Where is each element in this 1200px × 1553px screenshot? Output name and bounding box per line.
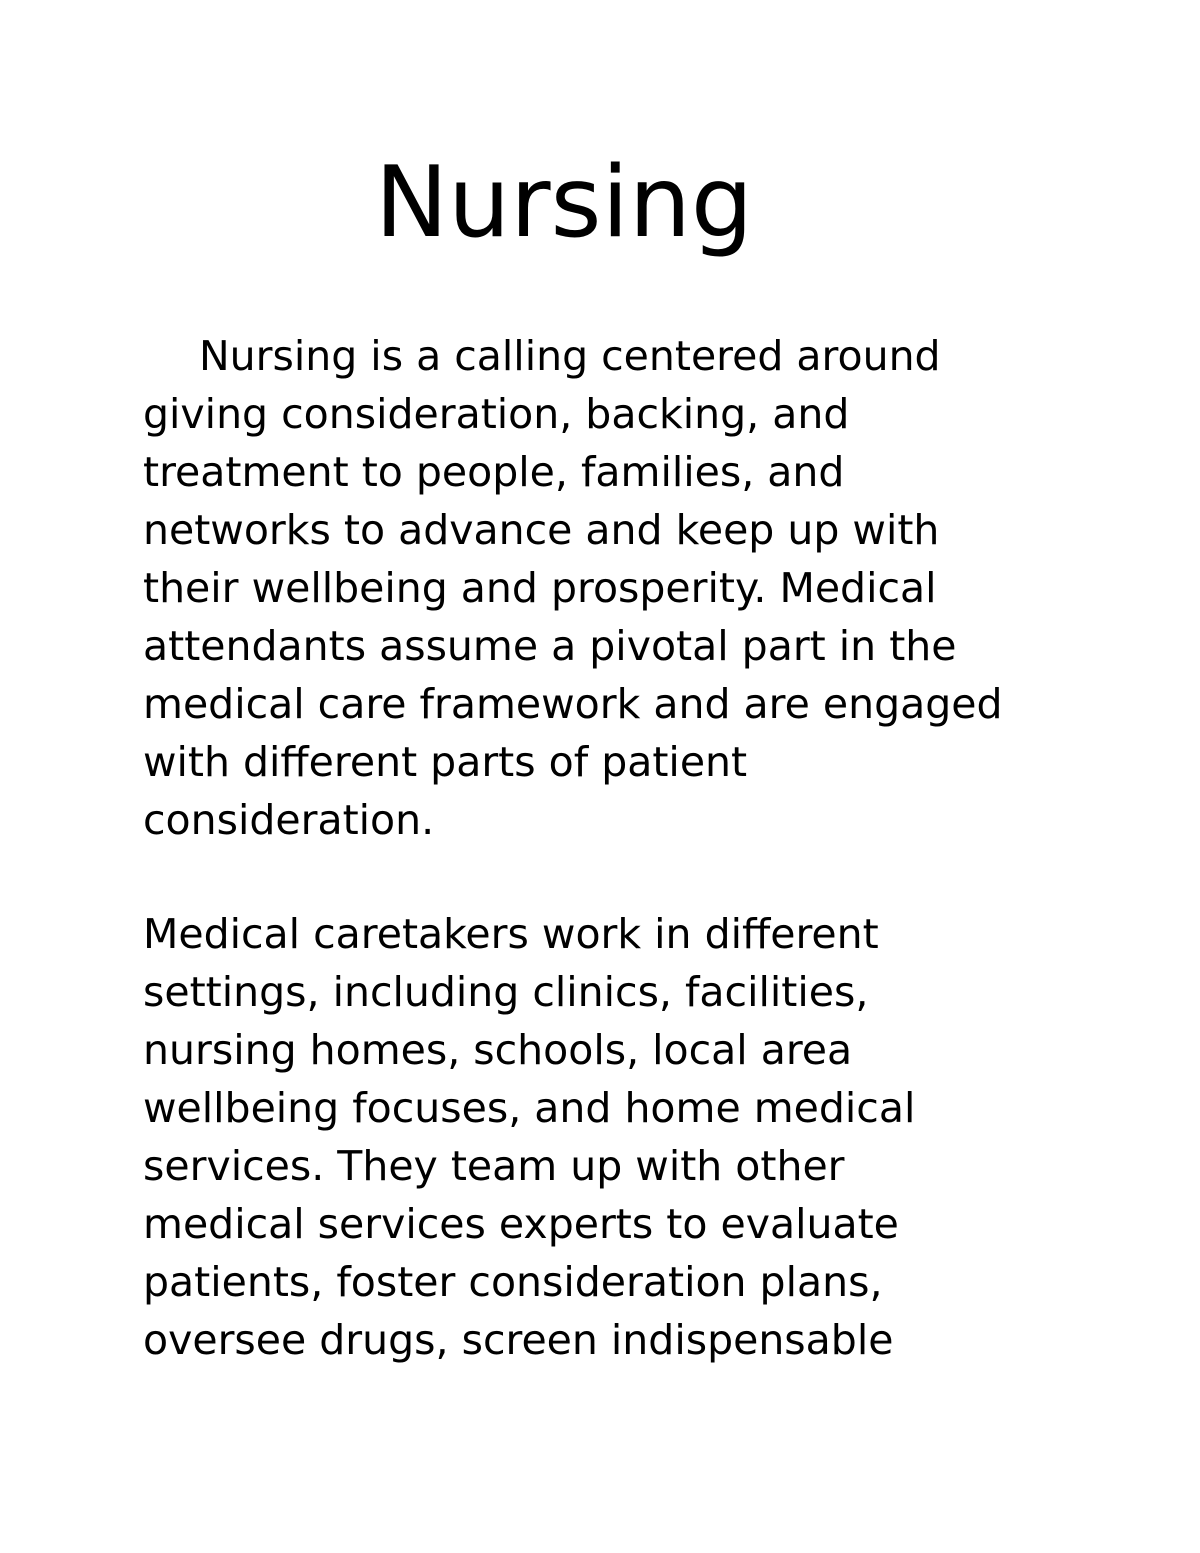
paragraph-2 (143, 905, 1143, 1369)
paragraph-line: Medical caretakers work in different (143, 910, 879, 958)
paragraph-line: consideration. (143, 796, 435, 844)
paragraph-line: services. They team up with other (143, 1142, 845, 1190)
page-title: Nursing (374, 146, 754, 260)
paragraph-line: oversee drugs, screen indispensable (143, 1316, 894, 1364)
paragraph-line: wellbeing focuses, and home medical (143, 1084, 916, 1132)
paragraph-line: medical care framework and are engaged (143, 680, 1003, 728)
paragraph-line: their wellbeing and prosperity. Medical (143, 564, 937, 612)
paragraph-line: treatment to people, families, and (143, 448, 845, 496)
paragraph-line: medical services experts to evaluate (143, 1200, 899, 1248)
paragraph-line: Nursing is a calling centered around (199, 332, 941, 380)
paragraph-line: settings, including clinics, facilities, (143, 968, 869, 1016)
paragraph-1 (143, 327, 1143, 849)
paragraph-line: networks to advance and keep up with (143, 506, 940, 554)
paragraph-spacer (143, 849, 1143, 905)
paragraph-line: giving consideration, backing, and (143, 390, 850, 438)
paragraph-line: patients, foster consideration plans, (143, 1258, 883, 1306)
paragraph-line: with different parts of patient (143, 738, 748, 786)
paragraph-line: attendants assume a pivotal part in the (143, 622, 957, 670)
paragraph-line: nursing homes, schools, local area (143, 1026, 853, 1074)
document-body (143, 327, 1143, 1369)
